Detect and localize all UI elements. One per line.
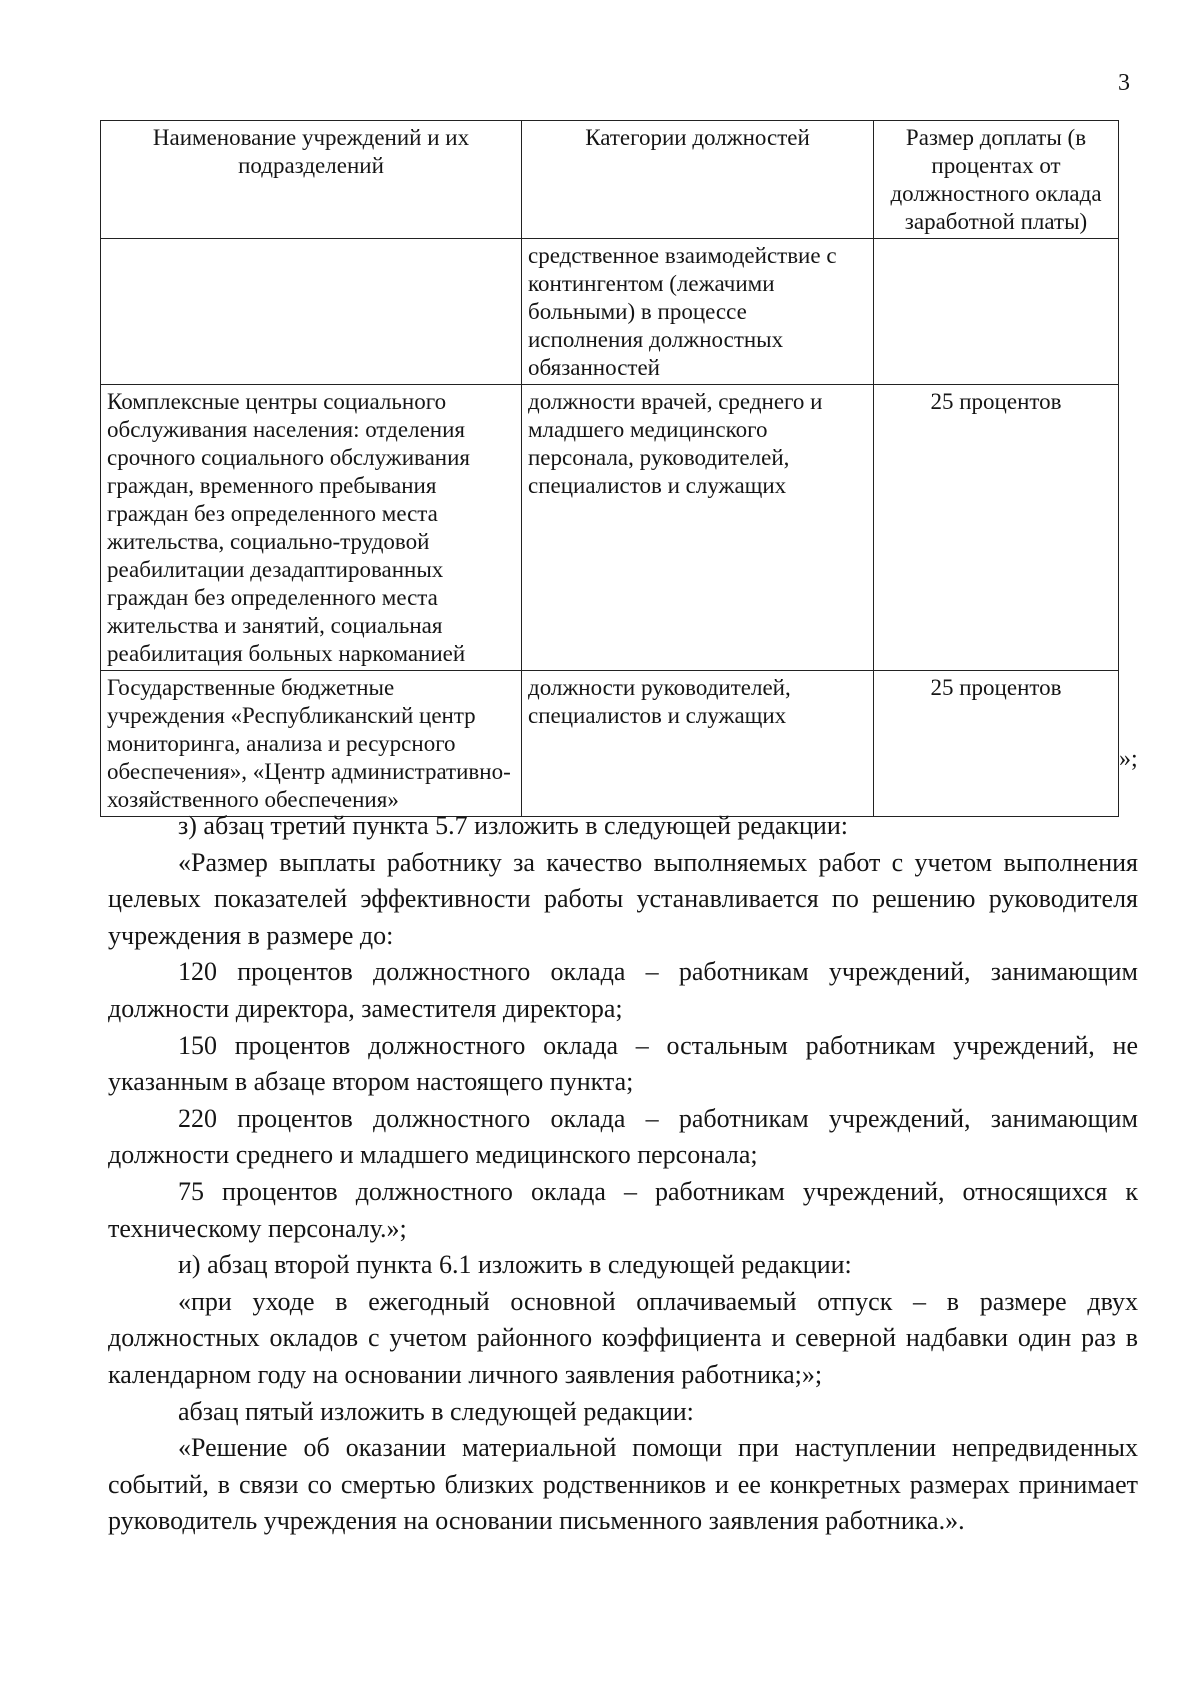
body-text [108,808,1138,1540]
table-header-row [101,121,1119,239]
cell-institution: Государственные бюджетные учреждения «Республиканский центр мониторинга, анализа и ресурсного обеспечения», «Центр административно-хозяйственного обеспечения» [101,671,522,817]
cell-institution [101,239,522,385]
paragraph: абзац пятый изложить в следующей редакции: [178,1396,694,1426]
paragraph: «Решение об оказании материальной помощи при наступлении непредвиденных событий, в связи со смертью близких родственников и ее конкретных размерах принимает руководитель учреждения на основании письменного заявления работника.». [108,1433,1138,1536]
table-row [101,385,1119,671]
paragraph: «при уходе в ежегодный основной оплачиваемый отпуск – в размере двух должностных окладов с учетом районного коэффициента и северной надбавки один раз в календарном году на основании личного заявления работника;»; [108,1286,1138,1389]
table-closing-mark: »; [1119,746,1138,772]
table-row [101,671,1119,817]
cell-category: должности врачей, среднего и младшего медицинского персонала, руководителей, специалистов и служащих [522,385,874,671]
header-institution: Наименование учреждений и их подразделений [101,121,522,239]
cell-category: должности руководителей, специалистов и служащих [522,671,874,817]
paragraph: 220 процентов должностного оклада – работникам учреждений, занимающим должности среднего и младшего медицинского персонала; [108,1103,1138,1170]
paragraph: «Размер выплаты работнику за качество выполняемых работ с учетом выполнения целевых показателей эффективности работы устанавливается по решению руководителя учреждения в размере до: [108,847,1138,950]
paragraph: з) абзац третий пункта 5.7 изложить в следующей редакции: [178,811,848,840]
paragraph: и) абзац второй пункта 6.1 изложить в следующей редакции: [178,1250,852,1280]
cell-institution: Комплексные центры социального обслуживания населения: отделения срочного социального обслуживания граждан, временного пребывания граждан без определенного места жительства, социально-трудовой реабилитации дезадаптированных граждан без определенного места жительства и занятий, социальная реабилитация больных наркоманией [101,385,522,671]
header-amount: Размер доплаты (в процентах от должностного оклада заработной платы) [874,121,1119,239]
paragraph: 75 процентов должностного оклада – работникам учреждений, относящихся к техническому персоналу.»; [108,1176,1138,1243]
cell-amount [874,239,1119,385]
cell-amount: 25 процентов [874,671,1119,817]
paragraph: 120 процентов должностного оклада – работникам учреждений, занимающим должности директора, заместителя директора; [108,957,1138,1023]
fee-table [100,120,1119,817]
cell-amount: 25 процентов [874,385,1119,671]
paragraph: 150 процентов должностного оклада – остальным работникам учреждений, не указанным в абзаце втором настоящего пункта; [108,1030,1138,1097]
table-row [101,239,1119,385]
header-category: Категории должностей [522,121,874,239]
cell-category: средственное взаимодействие с контингентом (лежачими больными) в процессе исполнения должностных обязанностей [522,239,874,385]
page-number: 3 [1118,70,1130,96]
